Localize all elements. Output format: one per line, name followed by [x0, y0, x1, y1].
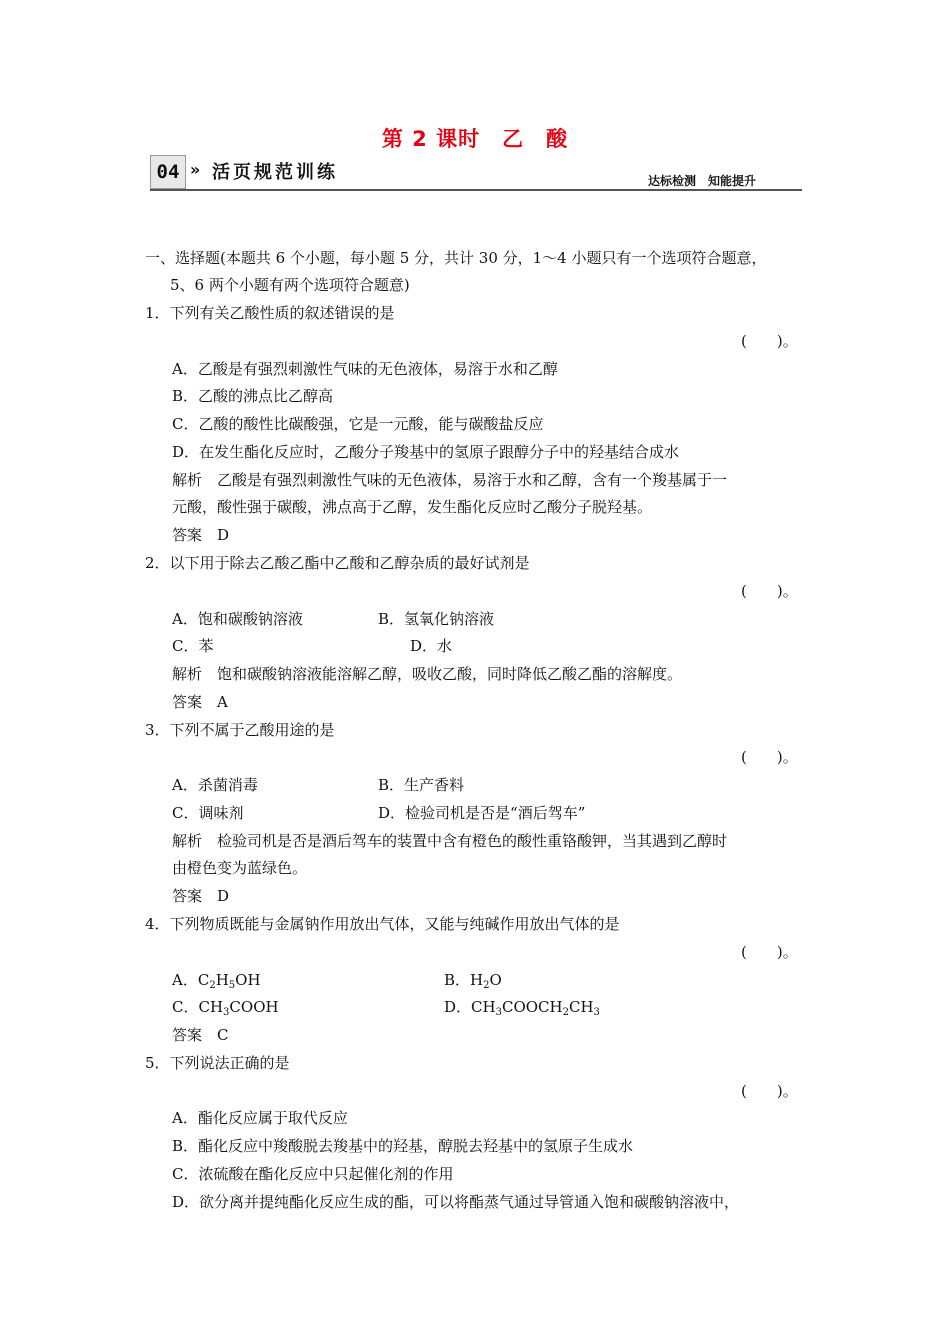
q1-option-a: A．乙酸是有强烈刺激性气味的无色液体，易溶于水和乙醇: [172, 360, 558, 378]
q3-option-a: A．杀菌消毒: [172, 776, 258, 794]
q2-option-a: A．饱和碳酸钠溶液: [172, 610, 303, 628]
question-4-stem: 4．下列物质既能与金属钠作用放出气体，又能与纯碱作用放出气体的是: [145, 915, 620, 933]
q4-option-c: C．$CH_3COOH$: [172, 998, 279, 1018]
q3-option-d: D．检验司机是否是“酒后驾车”: [378, 804, 586, 822]
question-2-stem: 2．以下用于除去乙酸乙酯中乙酸和乙醇杂质的最好试剂是: [145, 554, 530, 572]
answer-blank: ( )。: [741, 748, 798, 766]
question-3-stem: 3．下列不属于乙酸用途的是: [145, 721, 335, 739]
banner-number-badge: 04: [150, 155, 186, 189]
banner-title: 活页规范训练: [212, 162, 338, 183]
answer-blank: ( )。: [741, 943, 798, 961]
chevron-right-icon: »: [190, 160, 201, 179]
q2-option-d: D．水: [410, 637, 453, 655]
q1-option-d: D．在发生酯化反应时，乙酸分子羧基中的氢原子跟醇分子中的羟基结合成水: [172, 443, 680, 461]
q3-analysis: 解析 检验司机是否是酒后驾车的装置中含有橙色的酸性重铬酸钾，当其遇到乙醇时: [172, 832, 728, 850]
q4-option-a: A．$C_2H_5OH$: [172, 971, 261, 991]
q1-analysis: 解析 乙酸是有强烈刺激性气味的无色液体，易溶于水和乙醇，含有一个羧基属于一: [172, 471, 728, 489]
q4-answer: 答案 C: [172, 1026, 229, 1044]
section-header-cont: 5、6 两个小题有两个选项符合题意): [170, 276, 410, 294]
q1-answer: 答案 D: [172, 526, 230, 544]
q5-option-d: D．欲分离并提纯酯化反应生成的酯，可以将酯蒸气通过导管通入饱和碳酸钠溶液中，: [172, 1193, 740, 1211]
section-banner: [150, 152, 802, 190]
banner-rule: [150, 189, 802, 191]
question-5-stem: 5．下列说法正确的是: [145, 1054, 290, 1072]
answer-blank: ( )。: [741, 332, 798, 350]
q4-option-b: B．$H_2O$: [444, 971, 502, 991]
page-title: 第 2 课时 乙 酸: [381, 127, 569, 151]
q1-option-b: B．乙酸的沸点比乙醇高: [172, 387, 334, 405]
banner-subtitle: 达标检测 知能提升: [647, 174, 756, 188]
question-1-stem: 1．下列有关乙酸性质的叙述错误的是: [145, 304, 395, 322]
q4-option-d: D．$CH_3COOCH_2CH_3$: [444, 998, 600, 1018]
q5-option-b: B．酯化反应中羧酸脱去羧基中的羟基，醇脱去羟基中的氢原子生成水: [172, 1137, 634, 1155]
q2-analysis: 解析 饱和碳酸钠溶液能溶解乙醇，吸收乙酸，同时降低乙酸乙酯的溶解度。: [172, 665, 683, 683]
q2-option-c: C．苯: [172, 637, 214, 655]
q3-answer: 答案 D: [172, 887, 230, 905]
q3-option-b: B．生产香料: [378, 776, 465, 794]
q5-option-c: C．浓硫酸在酯化反应中只起催化剂的作用: [172, 1165, 454, 1183]
answer-blank: ( )。: [741, 582, 798, 600]
q3-analysis-cont: 由橙色变为蓝绿色。: [172, 859, 308, 877]
section-header: 一、选择题(本题共 6 个小题，每小题 5 分，共计 30 分，1～4 小题只有一个选项符合题意，: [145, 249, 767, 267]
q2-option-b: B．氢氧化钠溶液: [378, 610, 495, 628]
q1-analysis-cont: 元酸，酸性强于碳酸，沸点高于乙醇，发生酯化反应时乙酸分子脱羟基。: [172, 498, 653, 516]
q1-option-c: C．乙酸的酸性比碳酸强，它是一元酸，能与碳酸盐反应: [172, 415, 544, 433]
q2-answer: 答案 A: [172, 693, 228, 711]
answer-blank: ( )。: [741, 1082, 798, 1100]
q3-option-c: C．调味剂: [172, 804, 244, 822]
q5-option-a: A．酯化反应属于取代反应: [172, 1109, 348, 1127]
